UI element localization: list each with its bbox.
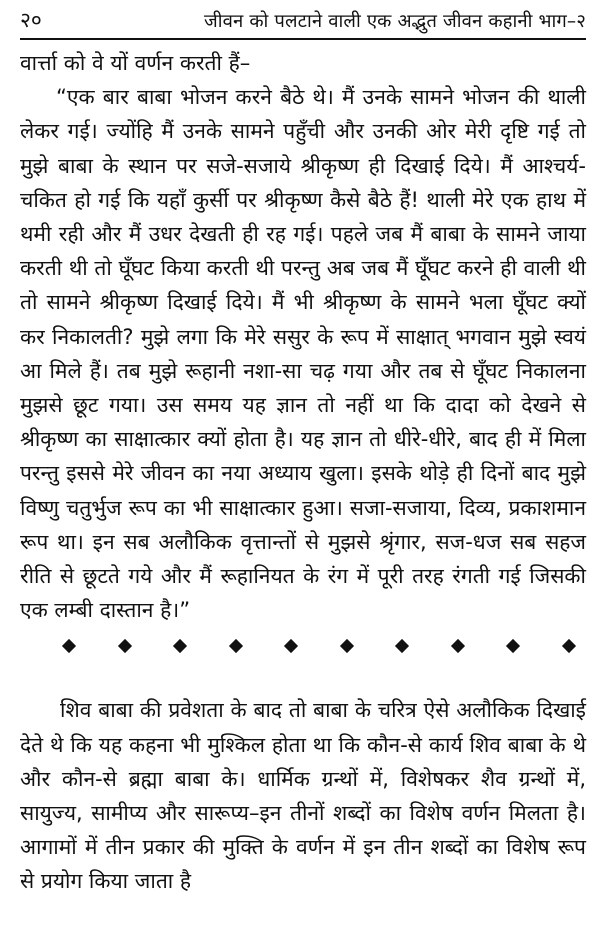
diamond-ornament-icon bbox=[62, 639, 76, 653]
section-ornament bbox=[20, 629, 586, 663]
diamond-ornament-icon bbox=[395, 639, 409, 653]
diamond-ornament-icon bbox=[340, 639, 354, 653]
diamond-ornament-icon bbox=[229, 639, 243, 653]
diamond-ornament-icon bbox=[284, 639, 298, 653]
diamond-ornament-icon bbox=[562, 639, 576, 653]
page-number: २० bbox=[20, 8, 42, 32]
running-head bbox=[20, 0, 586, 34]
body-paragraph: शिव बाबा की प्रवेशता के बाद तो बाबा के चरित्र ऐसे अलौकिक दिखाई देते थे कि यह कहना भी मुश्किल होता था कि कौन-से कार्य शिव बाबा के थे और कौन-से ब्रह्मा बाबा के। धार्मिक ग्रन्थों में, विशेषकर शैव ग्रन्थों में, सायुज्य, सामीप्य और सारूप्य–इन तीनों शब्दों का विशेष वर्णन मिलता है। आगामों में तीन प्रकार की मुक्ति के वर्णन में इन तीन शब्दों का विशेष रूप से प्रयोग किया जाता है bbox=[20, 698, 586, 894]
diamond-ornament-icon bbox=[117, 639, 131, 653]
quoted-passage: “एक बार बाबा भोजन करने बैठे थे। मैं उनके सामने भोजन की थाली लेकर गई। ज्योंहि मैं उनके सामने पहुँची और उनकी ओर मेरी दृष्टि गई तो मुझे बाबा के स्थान पर सजे-सजाये श्रीकृष्ण ही दिखाई दिये। मैं आश्चर्य-चकित हो गई कि यहाँ कुर्सी पर श्रीकृष्ण कैसे बैठे हैं! थाली मेरे एक हाथ में थमी रही और मैं उधर देखती ही रह गई। पहले जब मैं बाबा के सामने जाया करती थी तो घूँघट किया करती थी परन्तु अब जब मैं घूँघट करने ही वाली थी तो सामने श्रीकृष्ण दिखाई दिये। मैं भी श्रीकृष्ण के सामने भला घूँघट क्यों कर निकालती? मुझे लगा कि मेरे ससुर के रूप में साक्षात् भगवान मुझे स्वयं आ मिले हैं। तब मुझे रूहानी नशा-सा चढ़ गया और तब से घूँघट निकालना मुझसे छूट गया। उस समय यह ज्ञान तो नहीं था कि दादा को देखने से श्रीकृष्ण का साक्षात्कार क्यों होता है। यह ज्ञान तो धीरे-धीरे, बाद ही में मिला परन्तु इससे मेरे जीवन का नया अध्याय खुला। इसके थोड़े ही दिनों बाद मुझे विष्णु चतुर्भुज रूप का भी साक्षात्कार हुआ। सजा-सजाया, दिव्य, प्रकाशमान रूप था। इन सब अलौकिक वृत्तान्तों से मुझसे श्रृंगार, सज-धज सब सहज रीति से छूटते गये और मैं रूहानियत के रंग में पूरी तरह रंगती गई जिसकी एक लम्बी दास्तान है।” bbox=[20, 85, 586, 623]
diamond-ornament-icon bbox=[451, 639, 465, 653]
header-rule bbox=[20, 38, 586, 40]
running-title: जीवन को पलटाने वाली एक अद्भुत जीवन कहानी भाग–२ bbox=[203, 11, 586, 32]
lead-in-line: वार्त्ता को वे यों वर्णन करती हैं– bbox=[20, 51, 251, 75]
body-text bbox=[20, 46, 586, 899]
diamond-ornament-icon bbox=[173, 639, 187, 653]
diamond-ornament-icon bbox=[506, 639, 520, 653]
